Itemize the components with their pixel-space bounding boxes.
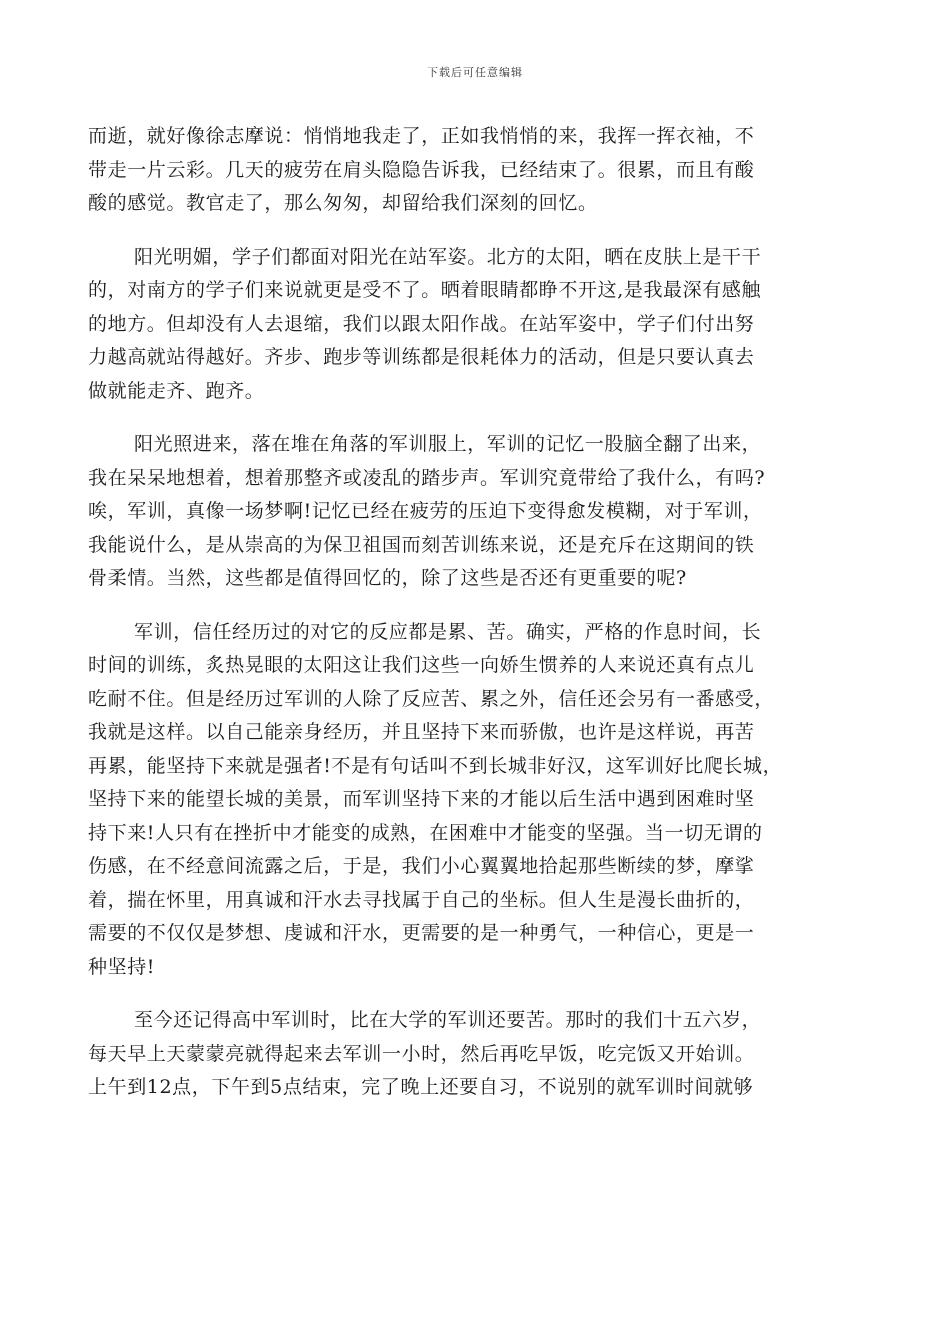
text-line: 我在呆呆地想着，想着那整齐或凌乱的踏步声。军训究竟带给了我什么，有吗? [88, 466, 766, 489]
text-line: 军训，信任经历过的对它的反应都是累、苦。确实，严格的作息时间，长 [134, 620, 762, 643]
text-line: 上午到12点，下午到5点结束，完了晚上还要自习，不说别的就军训时间就够 [88, 1076, 754, 1098]
text-line: 持下来!人只有在挫折中才能变的成熟，在困难中才能变的坚强。当一切无谓的 [88, 821, 763, 844]
text-line: 唉，军训，真像一场梦啊!记忆已经在疲劳的压迫下变得愈发模糊，对于军训， [88, 500, 763, 522]
text-line: 我能说什么，是从崇高的为保卫祖国而刻苦训练来说，还是充斥在这期间的铁 [88, 533, 755, 556]
paragraph-4 [88, 616, 864, 985]
text-line: 时间的训练，炙热晃眼的太阳这让我们这些一向娇生惯养的人来说还真有点儿 [88, 654, 755, 676]
text-line: 骨柔情。当然，这些都是值得回忆的，除了这些是否还有更重要的呢? [88, 567, 687, 589]
text-line: 做就能走齐、跑齐。 [88, 379, 265, 402]
text-line: 的地方。但却没有人去退缩，我们以跟太阳作战。在站军姿中，学子们付出努 [88, 312, 755, 335]
paragraph-2 [88, 241, 864, 409]
text-line: 伤感，在不经意间流露之后，于是，我们小心翼翼地拾起那些断续的梦，摩挲 [88, 855, 755, 877]
paragraph-1 [88, 120, 864, 221]
text-line: 酸的感觉。教官走了，那么匆匆，却留给我们深刻的回忆。 [88, 192, 598, 214]
text-line: 阳光明媚，学子们都面对阳光在站军姿。北方的太阳，晒在皮肤上是干干 [134, 245, 762, 268]
text-line: 我就是这样。以自己能亲身经历，并且坚持下来而骄傲，也许是这样说，再苦 [88, 721, 755, 743]
text-line: 着，揣在怀里，用真诚和汗水去寻找属于自己的坐标。但人生是漫长曲折的， [88, 888, 755, 911]
text-line: 至今还记得高中军训时，比在大学的军训还要苦。那时的我们十五六岁， [134, 1009, 762, 1031]
text-line: 每天早上天蒙蒙亮就得起来去军训一小时，然后再吃早饭，吃完饭又开始训。 [88, 1042, 755, 1065]
text-line: 再累，能坚持下来就是强者!不是有句话叫不到长城非好汉，这军训好比爬长城， [88, 754, 783, 777]
text-line: 阳光照进来，落在堆在角落的军训服上，军训的记忆一股脑全翻了出来， [134, 433, 762, 455]
text-line: 力越高就站得越好。齐步、跑步等训练都是很耗体力的活动，但是只要认真去 [88, 346, 755, 368]
paragraph-3 [88, 428, 864, 596]
document-body [88, 120, 864, 1125]
text-line: 带走一片云彩。几天的疲劳在肩头隐隐告诉我，已经结束了。很累，而且有酸 [88, 158, 755, 181]
text-line: 吃耐不住。但是经历过军训的人除了反应苦、累之外，信任还会另有一番感受， [88, 687, 775, 710]
text-line: 种坚持! [88, 955, 156, 978]
text-line: 而逝，就好像徐志摩说：悄悄地我走了，正如我悄悄的来，我挥一挥衣袖，不 [88, 125, 755, 147]
page-header: 下载后可任意编辑 [427, 66, 523, 79]
text-line: 的，对南方的学子们来说就更是受不了。晒着眼睛都睁不开这,是我最深有感触 [88, 279, 762, 301]
text-line: 需要的不仅仅是梦想、虔诚和汗水，更需要的是一种勇气，一种信心，更是一 [88, 922, 755, 944]
text-line: 坚持下来的能望长城的美景，而军训坚持下来的才能以后生活中遇到困难时坚 [88, 788, 755, 810]
paragraph-5 [88, 1004, 864, 1105]
